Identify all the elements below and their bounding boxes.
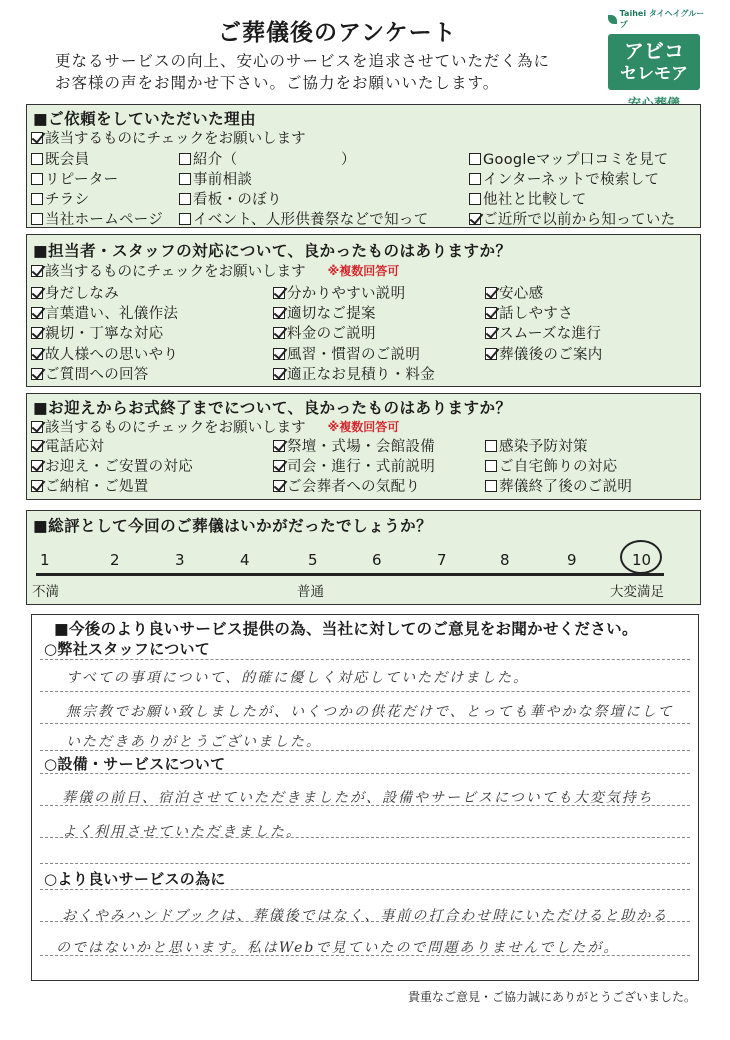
- dashed-line: [40, 691, 690, 692]
- rating-scale-line: [36, 573, 664, 576]
- feedback-box: [31, 614, 699, 981]
- checkbox-item[interactable]: [31, 188, 89, 209]
- rating-option[interactable]: 6: [372, 551, 382, 569]
- checkbox-label: 葬儀後のご案内: [499, 347, 603, 363]
- rating-title: ■総評として今回のご葬儀はいかがだったでしょうか？: [33, 517, 433, 535]
- checkbox-icon[interactable]: [485, 440, 497, 452]
- checkbox-label: インターネットで検索して: [483, 172, 660, 188]
- checkbox-label: 司会・進行・式前説明: [287, 459, 435, 475]
- checkbox-label: Googleマップ口コミを見て: [483, 152, 669, 168]
- dashed-line: [40, 805, 690, 806]
- handwritten-line: よく利用させていただきました。: [62, 824, 302, 840]
- checkbox-label: 事前相談: [193, 172, 253, 188]
- rating-option[interactable]: 8: [500, 551, 510, 569]
- checkbox-icon[interactable]: [485, 460, 497, 472]
- checkbox-icon[interactable]: [469, 173, 481, 185]
- checkbox-item[interactable]: [31, 475, 149, 496]
- checkbox-item[interactable]: [31, 455, 193, 476]
- handwritten-line: 無宗教でお願い致しましたが、いくつかの供花だけで、とっても華やかな祭壇にして: [66, 704, 674, 720]
- logo-line-1: アビコ: [624, 39, 684, 63]
- rating-option[interactable]: 2: [110, 551, 120, 569]
- checkbox-icon[interactable]: [273, 440, 285, 452]
- checkbox-label: 料金のご説明: [287, 326, 376, 342]
- checkbox-label: 身だしなみ: [45, 286, 119, 302]
- checkbox-icon[interactable]: [31, 348, 43, 360]
- checkbox-icon[interactable]: [31, 287, 43, 299]
- intro-line-2: お客様の声をお聞かせ下さい。ご協力をお願いいたします。: [55, 74, 500, 92]
- section-reason-title: ■ご依頼をしていただいた理由: [33, 110, 257, 128]
- checkbox-icon[interactable]: [31, 440, 43, 452]
- rating-high-label: 大変満足: [610, 584, 664, 600]
- checkbox-icon[interactable]: [273, 287, 285, 299]
- checkbox-item[interactable]: [469, 188, 587, 209]
- section-reason: [26, 104, 701, 228]
- checkbox-label: 看板・のぼり: [193, 192, 282, 208]
- checkbox-item[interactable]: [273, 455, 435, 476]
- checkbox-label: チラシ: [45, 192, 90, 208]
- checkbox-icon[interactable]: [179, 153, 191, 165]
- section-staff: [26, 234, 701, 387]
- rating-low-label: 不満: [32, 584, 59, 600]
- checkbox-item[interactable]: [485, 343, 603, 364]
- checkbox-icon[interactable]: [31, 153, 43, 165]
- dashed-line: [40, 837, 690, 838]
- handwritten-line: 葬儀の前日、宿泊させていただきましたが、設備やサービスについても大変気持ち: [62, 790, 654, 806]
- page-title: ご葬儀後のアンケート: [218, 20, 457, 46]
- checkbox-item[interactable]: [469, 208, 675, 229]
- handwritten-line: すべての事項について、的確に優しく対応していただけました。: [66, 670, 530, 686]
- dashed-line: [40, 659, 690, 660]
- checkbox-item[interactable]: [31, 282, 119, 303]
- checkbox-item[interactable]: [31, 208, 163, 229]
- footer-thanks: 貴重なご意見・ご協力誠にありがとうございました。: [407, 990, 696, 1004]
- handwritten-line: のではないかと思います。私はWebで見ていたので問題ありませんでしたが。: [56, 940, 620, 956]
- leaf-icon: [608, 15, 617, 24]
- instruction-check-icon: [31, 265, 43, 277]
- section-staff-title: ■担当者・スタッフの対応について、良かったものはありますか？: [33, 242, 512, 260]
- checkbox-label: スムーズな進行: [499, 326, 602, 342]
- checkbox-item[interactable]: [469, 148, 669, 169]
- intro-text: [55, 50, 550, 94]
- checkbox-label: お迎え・ご安置の対応: [45, 459, 193, 475]
- instruction-check-icon: [31, 132, 43, 144]
- checkbox-label: リピーター: [45, 172, 119, 188]
- rating-option[interactable]: 4: [240, 551, 250, 569]
- checkbox-icon[interactable]: [469, 193, 481, 205]
- checkbox-label: 適正なお見積り・料金: [287, 367, 435, 383]
- checkbox-icon[interactable]: [273, 348, 285, 360]
- checkbox-icon[interactable]: [31, 307, 43, 319]
- rating-option[interactable]: 5: [308, 551, 318, 569]
- feedback-title: ■今後のより良いサービス提供の為、当社に対してのご意見をお聞かせください。: [54, 620, 638, 638]
- checkbox-icon[interactable]: [273, 327, 285, 339]
- checkbox-label: 当社ホームページ: [45, 212, 164, 228]
- checkbox-item[interactable]: [31, 435, 104, 456]
- checkbox-label: 話しやすさ: [499, 306, 573, 322]
- feedback-better-title: ○より良いサービスの為に: [44, 870, 226, 888]
- section-ceremony-instruction: [31, 416, 399, 437]
- feedback-facility-title: ○設備・サービスについて: [44, 755, 226, 773]
- checkbox-icon[interactable]: [273, 307, 285, 319]
- multiple-answers-note: ※複数回答可: [327, 264, 400, 278]
- checkbox-item[interactable]: [485, 302, 573, 323]
- checkbox-item[interactable]: [179, 168, 252, 189]
- company-logo: [608, 8, 708, 112]
- checkbox-item[interactable]: [273, 343, 420, 364]
- checkbox-label: ご納棺・ご処置: [45, 479, 149, 495]
- rating-option[interactable]: 3: [175, 551, 185, 569]
- checkbox-label: 葬儀終了後のご説明: [499, 479, 633, 495]
- checkbox-icon[interactable]: [179, 193, 191, 205]
- dashed-line: [40, 750, 690, 751]
- checkbox-label: 感染予防対策: [499, 439, 588, 455]
- checkbox-icon[interactable]: [31, 480, 43, 492]
- dashed-line: [40, 921, 690, 922]
- checkbox-item[interactable]: [485, 282, 543, 303]
- checkbox-item[interactable]: [179, 208, 429, 229]
- intro-line-1: 更なるサービスの向上、安心のサービスを追求させていただく為に: [55, 52, 551, 70]
- checkbox-item[interactable]: [469, 168, 659, 189]
- checkbox-icon[interactable]: [31, 327, 43, 339]
- instruction-text: 該当するものにチェックをお願いします: [45, 264, 306, 280]
- checkbox-icon[interactable]: [31, 460, 43, 472]
- rating-option[interactable]: 9: [567, 551, 577, 569]
- checkbox-icon[interactable]: [31, 193, 43, 205]
- checkbox-item[interactable]: [31, 363, 149, 384]
- logo-group-text: Taihei タイヘイグループ: [619, 9, 705, 29]
- rating-option[interactable]: 10: [632, 551, 652, 569]
- checkbox-item[interactable]: [485, 475, 632, 496]
- checkbox-item[interactable]: [485, 455, 617, 476]
- checkbox-label: 安心感: [499, 286, 544, 302]
- dashed-line: [40, 889, 690, 890]
- checkbox-label: 他社と比較して: [483, 192, 587, 208]
- logo-line-2: セレモア: [620, 64, 688, 84]
- checkbox-icon[interactable]: [273, 368, 285, 380]
- checkbox-label: 言葉遣い、礼儀作法: [45, 306, 179, 322]
- checkbox-item[interactable]: [273, 363, 435, 384]
- checkbox-label: ご質問への回答: [45, 367, 149, 383]
- instruction-text: 該当するものにチェックをお願いします: [45, 420, 306, 436]
- logo-group: [608, 8, 708, 30]
- section-staff-instruction: [31, 260, 399, 281]
- dashed-line: [40, 955, 690, 956]
- checkbox-item[interactable]: [273, 322, 376, 343]
- checkbox-label: イベント、人形供養祭などで知って: [193, 212, 429, 228]
- checkbox-icon[interactable]: [31, 173, 43, 185]
- checkbox-label: 風習・慣習のご説明: [287, 347, 421, 363]
- checkbox-item[interactable]: [31, 302, 178, 323]
- dashed-line: [40, 773, 690, 774]
- checkbox-label: 電話応対: [45, 439, 105, 455]
- checkbox-label: 紹介（ ）: [193, 152, 356, 168]
- section-ceremony: [26, 393, 701, 500]
- checkbox-label: 既会員: [45, 152, 90, 168]
- logo-badge: [608, 34, 700, 90]
- checkbox-item[interactable]: [31, 322, 163, 343]
- checkbox-item[interactable]: [179, 188, 282, 209]
- checkbox-icon[interactable]: [469, 213, 481, 225]
- handwritten-line: いただきありがとうございました。: [66, 734, 322, 750]
- checkbox-item[interactable]: [273, 302, 376, 323]
- checkbox-icon[interactable]: [485, 307, 497, 319]
- checkbox-label: 祭壇・式場・会館設備: [287, 439, 435, 455]
- checkbox-label: 適切なご提案: [287, 306, 376, 322]
- rating-selected-circle: [620, 540, 662, 574]
- checkbox-label: 故人様への思いやり: [45, 347, 179, 363]
- checkbox-icon[interactable]: [469, 153, 481, 165]
- checkbox-icon[interactable]: [273, 460, 285, 472]
- checkbox-icon[interactable]: [31, 368, 43, 380]
- checkbox-icon[interactable]: [485, 287, 497, 299]
- checkbox-icon[interactable]: [485, 348, 497, 360]
- checkbox-icon[interactable]: [273, 480, 285, 492]
- multiple-answers-note: ※複数回答可: [327, 420, 400, 434]
- rating-mid-label: 普通: [297, 584, 324, 600]
- rating-option[interactable]: 1: [40, 551, 50, 569]
- checkbox-label: ご自宅飾りの対応: [499, 459, 618, 475]
- section-reason-instruction: [31, 127, 306, 148]
- checkbox-item[interactable]: [273, 435, 435, 456]
- checkbox-label: 親切・丁寧な対応: [45, 326, 164, 342]
- dashed-line: [40, 863, 690, 864]
- rating-option[interactable]: 7: [437, 551, 447, 569]
- checkbox-item[interactable]: [273, 282, 405, 303]
- checkbox-icon[interactable]: [179, 213, 191, 225]
- checkbox-label: ご会葬者への気配り: [287, 479, 421, 495]
- checkbox-item[interactable]: [31, 148, 89, 169]
- instruction-text: 該当するものにチェックをお願いします: [45, 131, 306, 147]
- checkbox-item[interactable]: [273, 475, 420, 496]
- feedback-staff-title: ○弊社スタッフについて: [44, 640, 211, 658]
- checkbox-label: ご近所で以前から知っていた: [483, 212, 676, 228]
- checkbox-icon[interactable]: [179, 173, 191, 185]
- checkbox-icon[interactable]: [485, 327, 497, 339]
- checkbox-icon[interactable]: [31, 213, 43, 225]
- checkbox-item[interactable]: [179, 148, 356, 169]
- checkbox-icon[interactable]: [485, 480, 497, 492]
- handwritten-line: おくやみハンドブックは、葬儀後ではなく、事前の打合わせ時にいただけると助かる: [62, 908, 669, 924]
- instruction-check-icon: [31, 421, 43, 433]
- checkbox-item[interactable]: [485, 435, 588, 456]
- checkbox-label: 分かりやすい説明: [287, 286, 406, 302]
- section-ceremony-title: ■お迎えからお式終了までについて、良かったものはありますか？: [33, 399, 512, 417]
- checkbox-item[interactable]: [31, 343, 178, 364]
- section-rating: [26, 510, 701, 605]
- checkbox-item[interactable]: [485, 322, 601, 343]
- dashed-line: [40, 723, 690, 724]
- checkbox-item[interactable]: [31, 168, 118, 189]
